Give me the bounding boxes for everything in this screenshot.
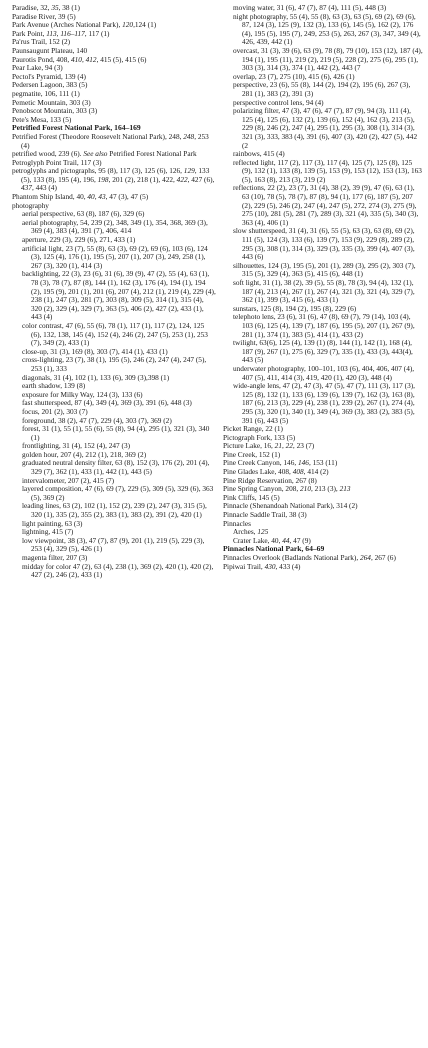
- italic-page-ref: 410: [71, 54, 82, 64]
- index-entry: petrified wood, 239 (6). See also Petrified Forest National Park: [12, 149, 197, 159]
- index-entry: petroglyphs and pictographs, 95 (8), 117 (3), 125 (6), 126, 129, 133 (5), 133 (8), 195 (4), 196, 198, 201 (2), 218 (1), 422, 422, 427 (6), 437, 443 (4): [12, 166, 215, 193]
- italic-page-ref: 116–117: [60, 28, 85, 38]
- index-entry: Paunsaugunt Plateau, 140: [12, 45, 88, 55]
- index-subentry: Arches, 125: [233, 527, 269, 537]
- italic-page-ref: 125: [257, 527, 269, 537]
- index-subentry: slow shutterspeed, 31 (4), 31 (6), 55 (5), 63 (3), 63 (8), 69 (2), 111 (5), 124 (3), 133 (6), 139 (7), 153 (9), 229 (8), 289 (2), 295 (3), 308 (1), 314 (3), 329 (3), 335 (3), 399 (4), 407 (3), 443 (6): [233, 226, 415, 262]
- index-subentry: frontlighting, 31 (4), 152 (4), 247 (3): [22, 441, 131, 451]
- index-entry: Penobscot Mountain, 303 (3): [12, 106, 98, 116]
- italic-page-ref: 248: [183, 131, 195, 141]
- index-subentry: silhouettes, 124 (3), 195 (5), 201 (1), 289 (3), 295 (2), 303 (7), 315 (5), 329 (4), 363 (5), 415 (6), 448 (1): [233, 260, 416, 279]
- italic-page-ref: 198: [97, 174, 109, 184]
- italic-page-ref: 113: [46, 28, 57, 38]
- index-entry: Pinnacles: [223, 518, 251, 528]
- italic-page-ref: 422: [176, 174, 188, 184]
- index-entry: Paurotis Pond, 408, 410, 412, 415 (5), 415 (6): [12, 54, 147, 64]
- index-entry: Picture Lake, 16, 21, 22, 23 (7): [223, 441, 315, 451]
- index-subentry: light painting, 63 (3): [22, 518, 83, 528]
- italic-page-ref: 412: [85, 54, 97, 64]
- index-subentry: diagonals, 31 (4), 102 (1), 133 (6), 309 (3),398 (1): [22, 372, 170, 382]
- index-subentry: foreground, 38 (2), 47 (7), 229 (4), 303 (7), 369 (2): [22, 415, 172, 425]
- italic-page-ref: 213: [339, 484, 351, 494]
- italic-page-ref: 146: [298, 458, 309, 468]
- italic-page-ref: 43: [98, 192, 106, 202]
- italic-page-ref: 129: [183, 166, 195, 176]
- index-entry: Picket Range, 22 (1): [223, 424, 283, 434]
- index-subentry: perspective control lens, 94 (4): [233, 97, 324, 107]
- index-entry: Paradise River, 39 (5): [12, 11, 76, 21]
- italic-page-ref: 430: [264, 561, 276, 571]
- italic-page-ref: 210: [300, 484, 311, 494]
- index-entry: Petrified Forest National Park, 164–169: [12, 123, 141, 133]
- index-entry: Paradise, 32, 35, 38 (1): [12, 3, 80, 12]
- index-subentry: aerial photography, 54, 239 (2), 348, 349 (1), 354, 368, 369 (3), 369 (4), 383 (4), 391 (7), 406, 414: [22, 217, 208, 236]
- index-subentry: midday for color 47 (2), 63 (4), 238 (1), 369 (2), 420 (1), 420 (2), 427 (2), 246 (2), 433 (1): [22, 561, 214, 580]
- italic-page-ref: 40: [87, 192, 95, 202]
- index-entry: Pinnacle (Shenandoah National Park), 314 (2): [223, 501, 358, 511]
- index-subentry: reflections, 22 (2), 23 (7), 31 (4), 38 (2), 39 (9), 47 (6), 63 (1), 63 (10), 78 (5), 78 (7), 87 (8), 94 (1), 177 (6), 187 (5), 207 (2), 229 (5), 246 (2), 247 (4), 247 (5), 272, 274 (3), 275 (9), 275 (10), 281 (5), 281 (7), 289 (3), 321 (4), 335 (5), 340 (3), 363 (4), 406 (1): [233, 183, 419, 227]
- index-subentry: color contrast, 47 (6), 55 (6), 78 (1), 117 (1), 117 (2), 124, 125 (6), 132, 138, 145 (4), 152 (4), 246 (2), 247 (5), 253 (1), 253 (7), 349 (2), 433 (1): [22, 320, 208, 348]
- index-entry: Pa'rus Trail, 152 (2): [12, 37, 71, 47]
- index-subentry: Crater Lake, 40, 44, 47 (9): [233, 535, 311, 545]
- index-subentry: magenta filter, 207 (3): [22, 553, 88, 562]
- italic-page-ref: See also: [83, 149, 108, 159]
- index-subentry: twilight, 63(6), 125 (4), 139 (1) (8), 144 (1), 142 (1), 168 (4), 187 (9), 267 (1), 275 (6), 329 (7), 335 (1), 433 (3), 443(4), 443 (5): [233, 338, 413, 365]
- italic-page-ref: 264: [360, 553, 371, 562]
- index-entry: Pictograph Fork, 133 (5): [223, 432, 296, 442]
- index-subentry: graduated neutral density filter, 63 (8), 152 (3), 176 (2), 201 (4), 329 (7), 362 (1), 433 (1), 442 (1), 443 (5): [22, 458, 210, 477]
- italic-page-ref: 437: [21, 183, 32, 193]
- index-entry: Pine Creek, 152 (1): [223, 449, 281, 459]
- italic-page-ref: 21: [274, 441, 282, 451]
- index-entry: Pine Glades Lake, 408, 408, 414 (2): [223, 467, 329, 477]
- index-subentry: underwater photography, 100–101, 103 (6), 404, 406, 407 (4), 407 (5), 411, 414 (3), 419, 420 (1), 420 (3), 448 (4): [233, 363, 415, 382]
- italic-page-ref: 44: [282, 535, 290, 545]
- index-column-left: [12, 4, 216, 580]
- index-subentry: fast shutterspeed, 87 (4), 349 (4), 369 (3), 391 (6), 448 (3): [22, 398, 192, 408]
- index-subentry: rainbows, 415 (4): [233, 149, 285, 159]
- index-entry: Pipiwai Trail, 430, 433 (4): [223, 561, 301, 571]
- index-subentry: polarizing filter, 47 (3), 47 (6), 47 (7), 87 (9), 94 (3), 111 (4), 125 (4), 125 (6), 132 (2), 139 (6), 152 (4), 162 (3), 213 (5), 229 (8), 246 (2), 247 (4), 295 (1), 295 (3), 308 (1), 314 (3), 321 (3), 333, 383 (4), 391 (6), 407 (3), 420 (2), 427 (5), 442 (2: [233, 106, 418, 150]
- index-entry: Pemetic Mountain, 303 (3): [12, 97, 91, 107]
- index-subentry: leading lines, 63 (2), 102 (1), 152 (2), 239 (2), 247 (3), 315 (5), 320 (1), 335 (2), 355 (2), 383 (1), 383 (2), 391 (2), 420 (1): [22, 501, 207, 520]
- index-entry: Pinnacle Saddle Trail, 38 (3): [223, 510, 307, 520]
- index-entry: Pectol's Pyramid, 139 (4): [12, 71, 86, 81]
- index-subentry: forest, 31 (1), 55 (1), 55 (6), 55 (8), 94 (4), 295 (1), 321 (3), 340 (1): [22, 424, 210, 442]
- index-entry: Pine Creek Canyon, 146, 146, 153 (11): [223, 458, 338, 468]
- index-entry: Pink Cliffs, 145 (5): [223, 492, 280, 502]
- index-subentry: layered composition, 47 (6), 69 (7), 229 (5), 309 (5), 329 (6), 363 (5), 369 (2): [22, 484, 214, 502]
- index-subentry: overcast, 31 (3), 39 (6), 63 (9), 78 (8), 79 (10), 153 (12), 187 (4), 194 (1), 195 (11), 219 (2), 219 (5), 228 (2), 275 (6), 295 (1), 303 (3), 314 (3), 374 (1), 442 (2), 443 (7: [233, 45, 423, 73]
- index-subentry: telephoto lens, 23 (6), 31 (6), 47 (8), 69 (7), 79 (14), 103 (4), 103 (6), 125 (4), 139 (7), 187 (6), 195 (5), 207 (1), 267 (9), 281 (1), 374 (1), 383 (5), 414 (1), 433 (2): [233, 312, 415, 339]
- index-subentry: golden hour, 207 (4), 212 (1), 218, 369 (2): [22, 449, 147, 459]
- italic-page-ref: 120: [122, 20, 134, 30]
- italic-page-ref: 408: [292, 467, 304, 477]
- index-entry: Park Point, 113, 116–117, 117 (1): [12, 28, 110, 38]
- italic-page-ref: 35: [51, 3, 59, 12]
- italic-page-ref: 22: [285, 441, 293, 451]
- index-subentry: aerial perspective, 63 (8), 187 (6), 329 (6): [22, 209, 145, 219]
- index-entry: Pear Lake, 94 (3): [12, 63, 63, 73]
- index-subentry: soft light, 31 (1), 38 (2), 39 (5), 55 (8), 78 (3), 94 (4), 132 (1), 187 (4), 213 (4), 267 (1), 267 (4), 321 (3), 321 (4), 329 (7), 362 (1), 399 (3), 415 (6), 433 (1): [233, 278, 415, 305]
- index-subentry: wide-angle lens, 47 (2), 47 (3), 47 (5), 47 (7), 111 (3), 117 (3), 125 (8), 132 (1), 133 (6), 139 (6), 139 (7), 162 (3), 163 (8), 187 (6), 213 (3), 229 (4), 238 (1), 239 (2), 267 (1), 274 (4), 295 (3), 320 (1), 340 (1), 349 (4), 369 (3), 383 (2), 383 (5), 391 (6), 443 (5): [233, 381, 415, 425]
- index-entry: Pete's Mesa, 133 (5): [12, 114, 72, 124]
- index-subentry: intervalometer, 207 (2), 415 (7): [22, 475, 115, 485]
- index-subentry: exposure for Milky Way, 124 (3), 133 (6): [22, 389, 143, 399]
- index-subentry: perspective, 23 (6), 55 (8), 144 (2), 194 (2), 195 (6), 267 (3), 281 (1), 383 (2), 391 (3): [233, 80, 411, 98]
- index-subentry: close-up, 31 (3), 169 (8), 303 (7), 414 (1), 433 (1): [22, 346, 168, 356]
- index-entry: Pinnacles National Park, 64–69: [223, 544, 325, 554]
- index-entry: photography: [12, 200, 49, 210]
- index-subentry: lightning, 415 (7): [22, 527, 74, 537]
- index-subentry: sunstars, 125 (8), 194 (2), 195 (8), 229 (6): [233, 303, 357, 313]
- index-subentry: earth shadow, 139 (8): [22, 381, 86, 391]
- index-entry: Petrified Forest (Theodore Roosevelt National Park), 248, 248, 253 (4): [12, 131, 209, 150]
- index-entry: Pinnacles Overlook (Badlands National Park), 264, 267 (6): [223, 553, 396, 562]
- index-entry: Petroglyph Point Trail, 117 (3): [12, 157, 102, 167]
- index-subentry: backlighting, 22 (3), 23 (6), 31 (6), 39 (9), 47 (2), 55 (4), 63 (1), 78 (3), 78 (7), 87 (8), 144 (1), 162 (3), 176 (4), 194 (1), 194 (2), 195 (9), 201 (1), 201 (6), 207 (4), 212 (1), 219 (4), 229 (4), 238 (1), 247 (3), 281 (7), 303 (8), 309 (5), 314 (1), 315 (4), 320 (2), 329 (4), 329 (7), 363 (5), 406 (2), 427 (2), 433 (1), 443 (4): [22, 269, 216, 322]
- index-subentry: aperture, 229 (3), 229 (6), 271, 433 (1): [22, 235, 136, 245]
- index-subentry: focus, 201 (2), 303 (7): [22, 406, 88, 416]
- index-entry: Phantom Ship Island, 40, 40, 43, 47 (3), 47 (5): [12, 192, 149, 202]
- index-subentry: moving water, 31 (6), 47 (7), 87 (4), 111 (5), 448 (3): [233, 3, 387, 12]
- index-subentry: night photography, 55 (4), 55 (8), 63 (3), 63 (5), 69 (2), 69 (6), 87, 124 (3), 125 (9), 132 (3), 133 (6), 145 (5), 162 (2), 176 (4), 195 (5), 195 (7), 249, 253 (5), 263, 267 (3), 347, 349 (4), 426, 439, 442 (1): [233, 11, 421, 47]
- index-entry: Pine Spring Canyon, 208, 210, 213 (3), 213: [223, 484, 351, 494]
- index-subentry: low viewpoint, 38 (3), 47 (7), 87 (9), 201 (1), 219 (5), 229 (3), 253 (4), 329 (5), 426 (1): [22, 535, 205, 554]
- index-subentry: artificial light, 23 (7), 55 (8), 63 (3), 69 (2), 69 (6), 103 (6), 124 (3), 125 (4), 176 (1), 195 (5), 207 (1), 207 (3), 249, 258 (1), 267 (3), 320 (1), 414 (3): [22, 243, 208, 270]
- index-entry: Pedersen Lagoon, 383 (5): [12, 80, 88, 90]
- index-subentry: cross-lighting, 23 (7), 38 (1), 195 (5), 246 (2), 247 (4), 247 (5), 253 (1), 333: [22, 355, 207, 373]
- index-column-right: [223, 4, 423, 571]
- index-entry: Pine Ridge Reservation, 267 (8): [223, 475, 317, 485]
- index-subentry: overlap, 23 (7), 275 (10), 415 (6), 426 (1): [233, 71, 355, 81]
- index-entry: pegmatite, 106, 111 (1): [12, 88, 80, 98]
- index-subentry: reflected light, 117 (2), 117 (3), 117 (4), 125 (7), 125 (8), 125 (9), 132 (1), 133 (8), 139 (5), 153 (9), 153 (12), 153 (13), 163 (5), 163 (8), 213 (3), 219 (2): [233, 157, 422, 184]
- index-entry: Park Avenue (Arches National Park), 120,124 (1): [12, 20, 157, 30]
